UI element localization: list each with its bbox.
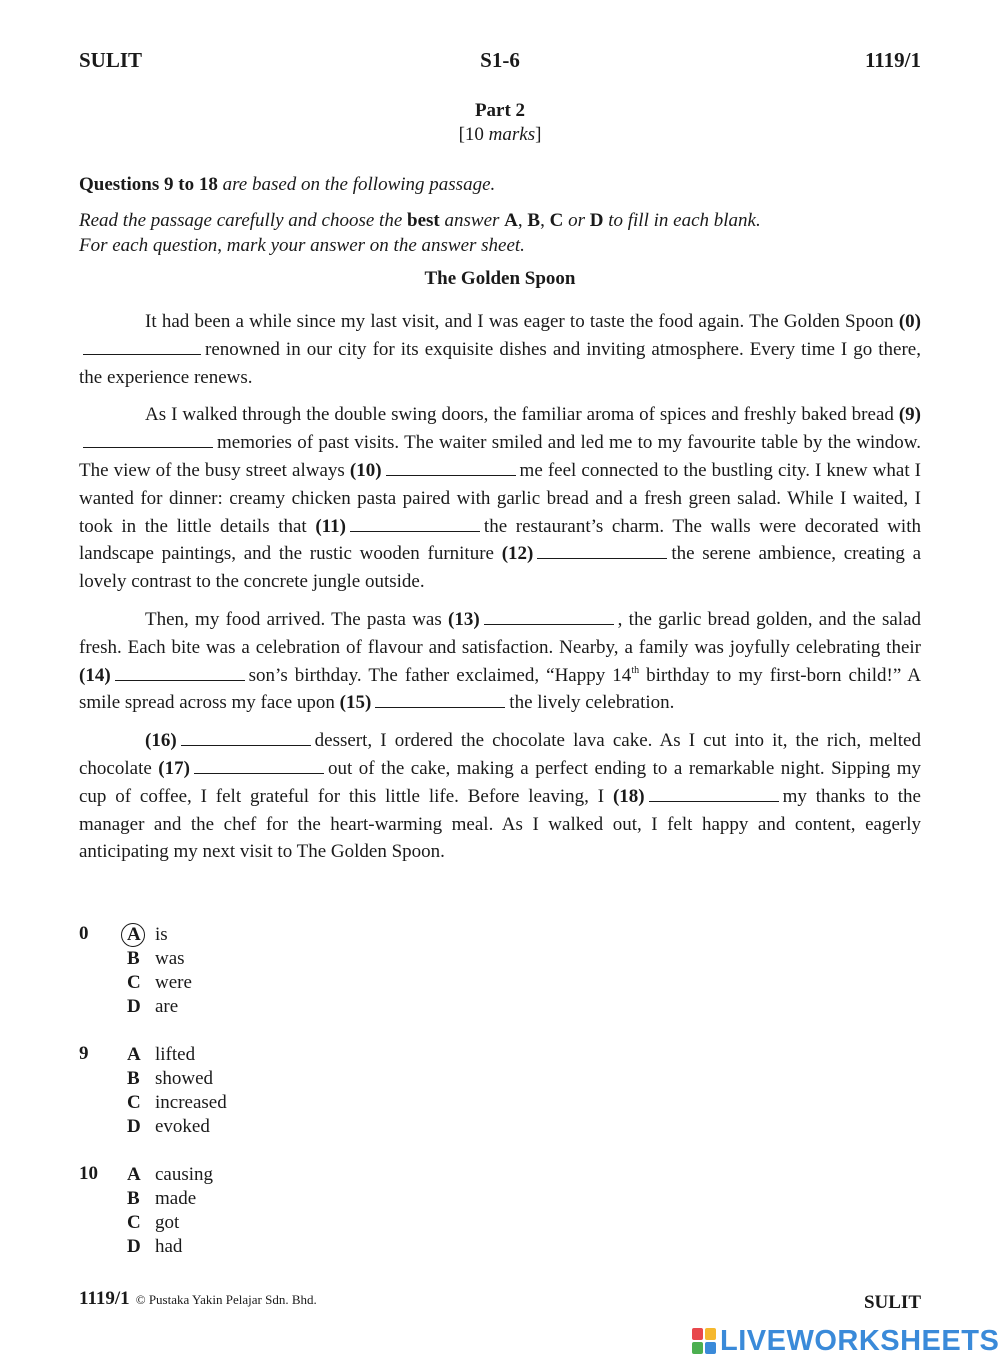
blank-11 <box>350 518 480 532</box>
option-d[interactable]: D evoked <box>127 1116 210 1137</box>
paragraph-4: (16) dessert, I ordered the chocolate lava cake. As I cut into it, the rich, melted chocolate (17) out of the cake, making a perfect ending to a remarkable night. Sipping my cup of coffee, I felt grateful for this little life. Before leaving, I (18) my thanks to the manager and the chef for the heart-warming meal. As I walked out, I felt happy and content, eagerly anticipating my next visit to The Golden Spoon. <box>79 730 921 863</box>
option-a[interactable]: A lifted <box>127 1044 196 1065</box>
blank-18 <box>649 788 779 802</box>
blank-12 <box>537 545 667 559</box>
option-b[interactable]: B was <box>127 948 185 969</box>
footer-code: 1119/1 © Pustaka Yakin Pelajar Sdn. Bhd. <box>79 1288 317 1309</box>
option-c[interactable]: C got <box>127 1212 180 1233</box>
blank-17 <box>194 760 324 774</box>
blank-0 <box>83 341 201 355</box>
liveworksheets-wordmark: LIVEWORKSHEETS <box>720 1324 1000 1357</box>
option-c[interactable]: C increased <box>127 1092 227 1113</box>
blank-10 <box>386 462 516 476</box>
question-0 <box>79 923 379 1019</box>
footer-right-label: SULIT <box>863 1292 921 1313</box>
passage <box>79 308 921 876</box>
question-number: 0 <box>79 923 89 944</box>
paragraph-2: As I walked through the double swing doors, the familiar aroma of spices and freshly baked bread (9)memories of past visits. The waiter smiled and led me to my favourite table by the window. The view of the busy street always (10) me feel connected to the bustling city. I knew what I wanted for dinner: creamy chicken pasta paired with garlic bread and a fresh green salad. While I waited, I took in the little details that (11) the restaurant’s charm. The walls were decorated with landscape paintings, and the rustic wooden furniture (12) the serene ambience, creating a lovely contrast to the concrete jungle outside. <box>79 404 922 593</box>
option-d[interactable]: D are <box>127 996 179 1017</box>
paragraph-3: Then, my food arrived. The pasta was (13) , the garlic bread golden, and the salad fresh. Each bite was a celebration of flavour and satisfaction. Nearby, a family was joyfully celebrating their (14) son’s birthday. The father exclaimed, “Happy 14th birthday to my first-born child!” A smile spread across my face upon (15) the lively celebration. <box>79 608 921 714</box>
option-a-selected[interactable]: A is <box>79 923 379 947</box>
question-number: 9 <box>79 1043 89 1064</box>
option-d[interactable]: D had <box>127 1236 183 1257</box>
option-b[interactable]: B showed <box>127 1068 214 1089</box>
footer-copyright: © Pustaka Yakin Pelajar Sdn. Bhd. <box>135 1292 317 1307</box>
question-10 <box>79 1163 379 1259</box>
instruction-scope: Questions 9 to 18 are based on the following passage. <box>79 174 496 195</box>
part-title: Part 2 <box>474 100 526 121</box>
instruction-directions: Read the passage carefully and choose the best answer A, B, C or D to fill in each blank. For each question, mark your answer on the answer sheet. <box>79 210 761 256</box>
story-title: The Golden Spoon <box>424 268 576 289</box>
liveworksheets-icon <box>692 1328 716 1354</box>
header-paper-code: 1119/1 <box>864 48 921 72</box>
question-number: 10 <box>79 1163 98 1184</box>
option-b[interactable]: B made <box>127 1188 197 1209</box>
blank-9 <box>83 434 213 448</box>
option-c[interactable]: C were <box>127 972 192 993</box>
option-a[interactable]: A causing <box>127 1164 214 1185</box>
part-marks: [10 marks] <box>458 124 542 145</box>
header-left-label: SULIT <box>79 48 143 72</box>
header-page-code: S1-6 <box>480 48 520 72</box>
blank-14 <box>115 667 245 681</box>
liveworksheets-logo[interactable] <box>692 1326 999 1356</box>
blank-16 <box>181 732 311 746</box>
blank-15 <box>375 694 505 708</box>
question-9 <box>79 1043 379 1139</box>
blank-13 <box>484 611 614 625</box>
paragraph-1: It had been a while since my last visit, and I was eager to taste the food again. The Golden Spoon (0)renowned in our city for its exquisite dishes and inviting atmosphere. Every time I go there, the experience renews. <box>79 311 921 388</box>
